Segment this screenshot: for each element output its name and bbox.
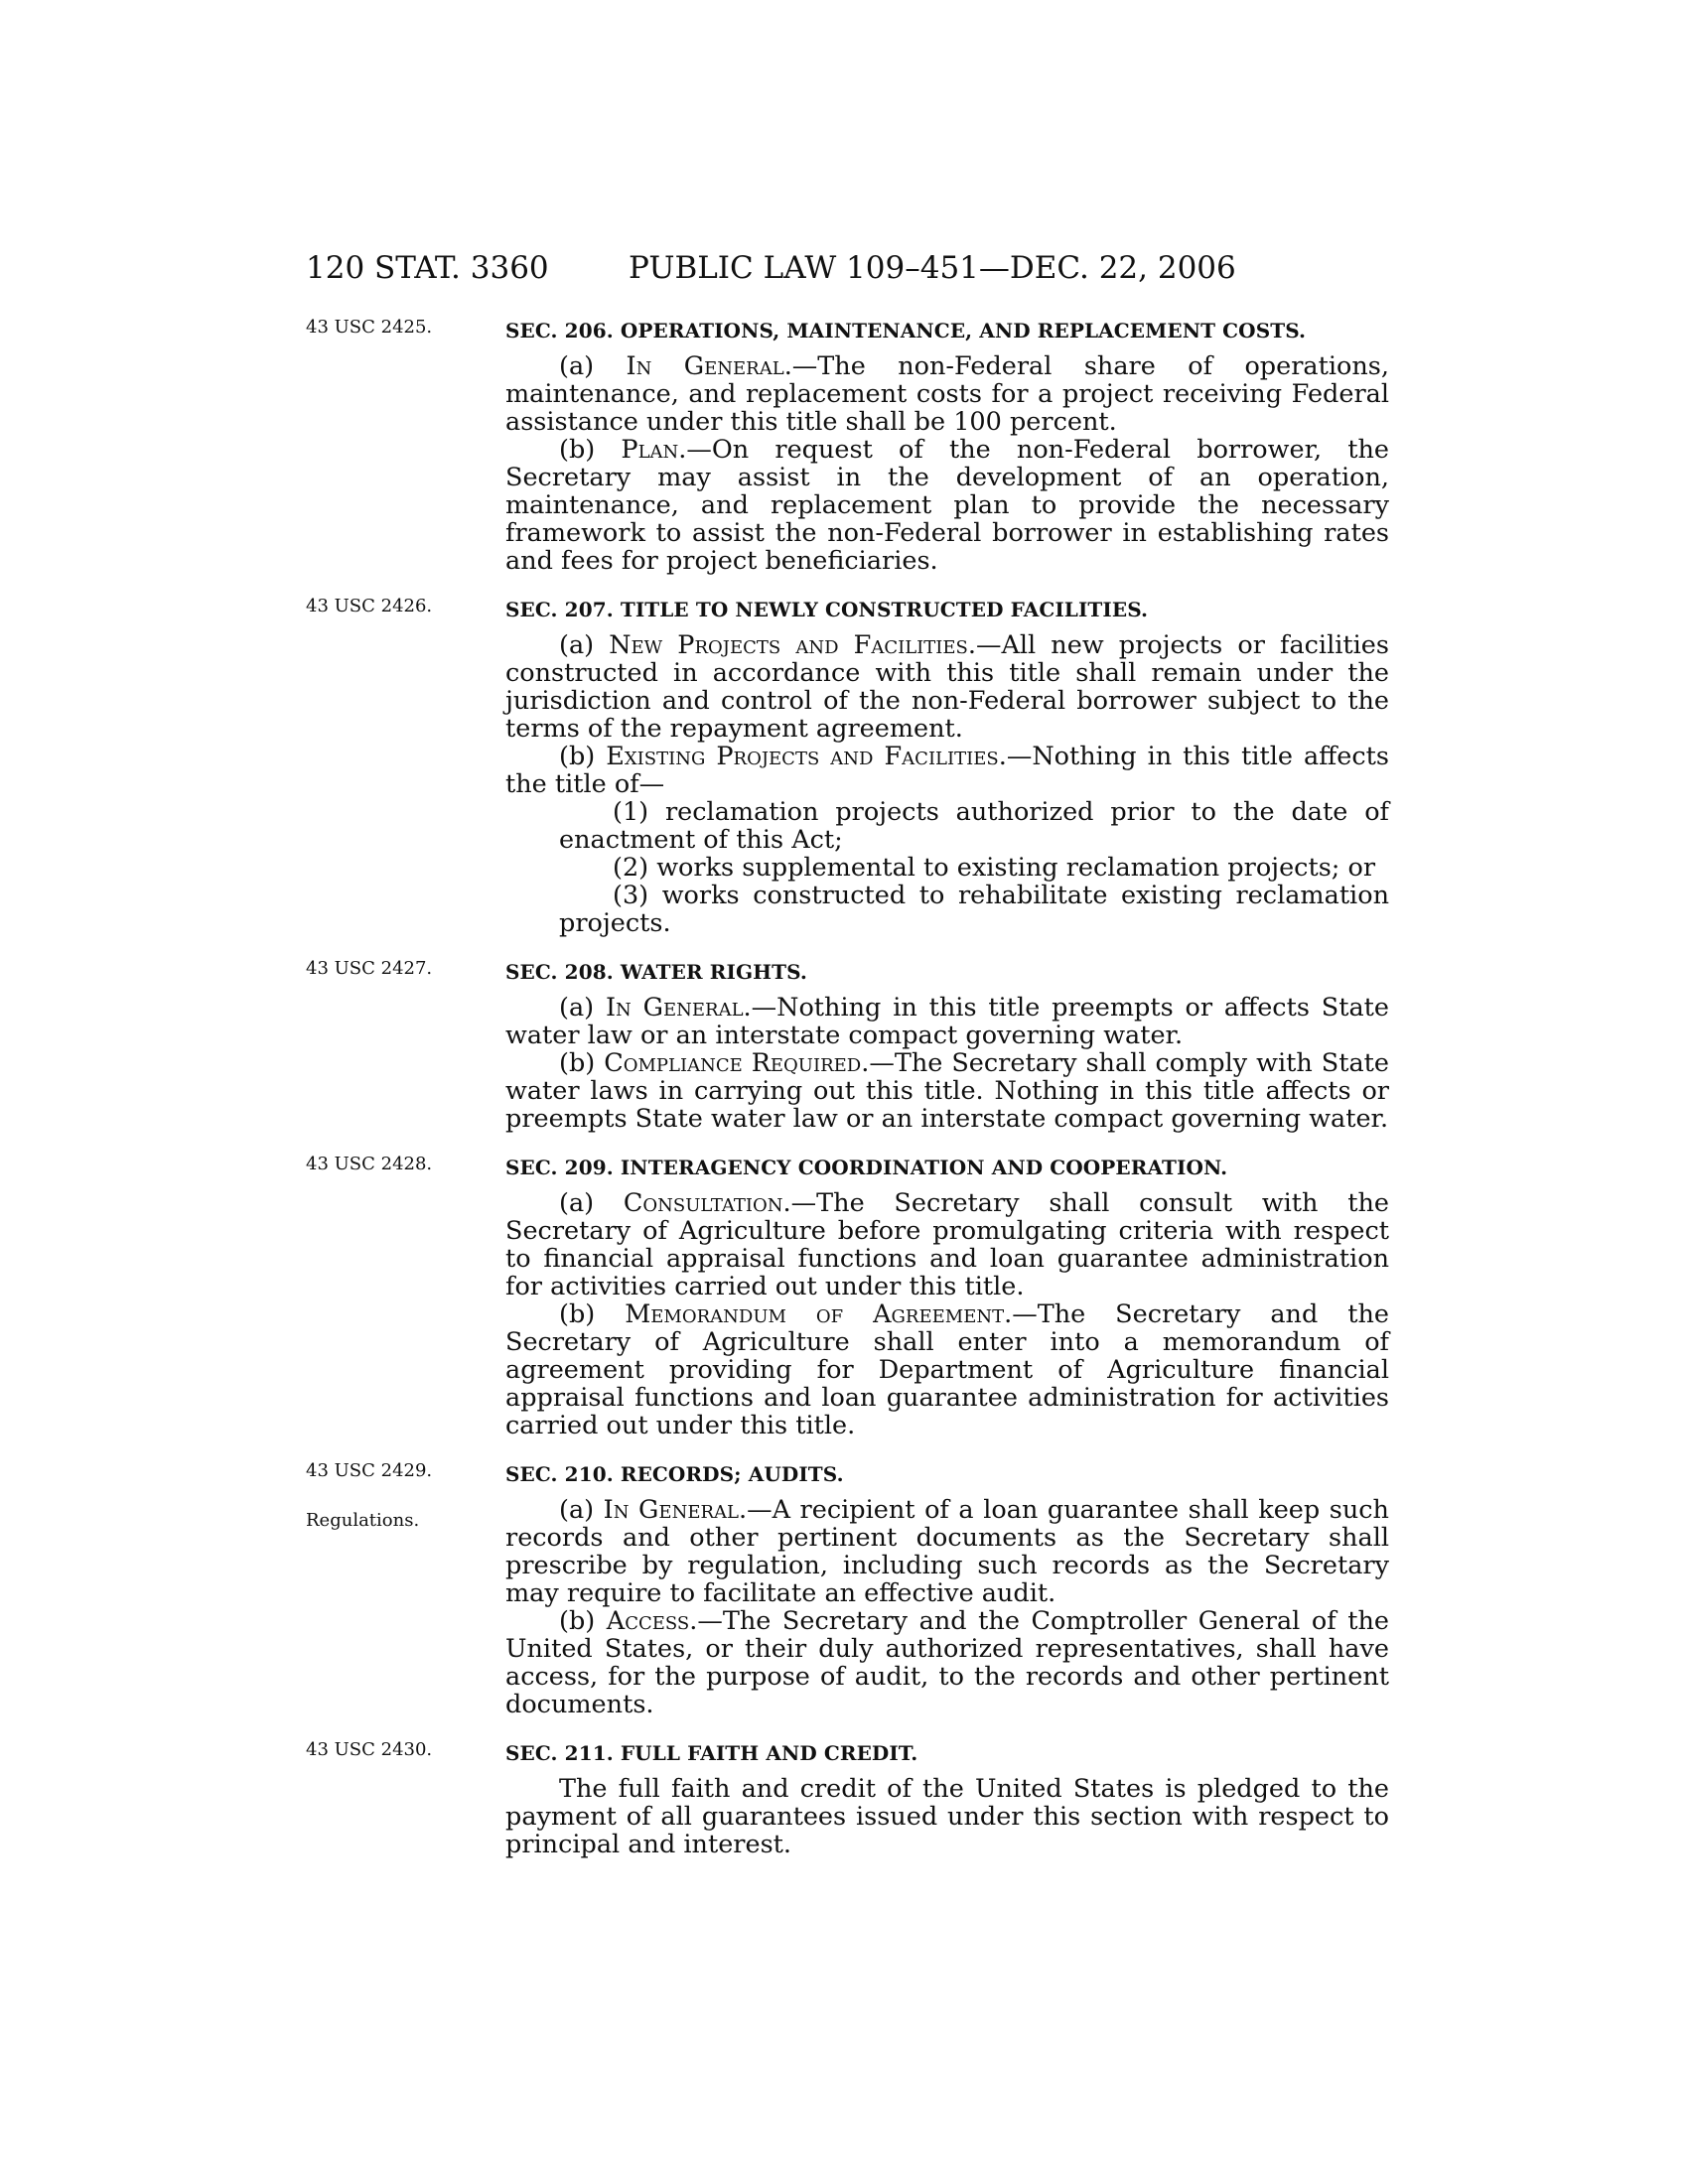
subsection-a: (a) Consultation.—The Secretary shall consult with the Secretary of Agriculture before promulgating criteria with respect to financial appraisal functions and loan guarantee administration for activities carried out under this title. (505, 1188, 1389, 1301)
section-heading: SEC. 209. INTERAGENCY COORDINATION AND COOPERATION. (505, 1156, 1228, 1179)
subsection-b: (b) Compliance Required.—The Secretary shall comply with State water laws in carrying out this title. Nothing in this title affects or preempts State water law or an interstate compact governing water. (505, 1048, 1390, 1134)
document-body (0, 316, 1688, 1878)
stat-reference: 120 STAT. 3360 (306, 250, 549, 286)
subsection-title: Consultation (623, 1188, 783, 1218)
subsection-title: Access (606, 1606, 690, 1636)
subsection-title: New Projects and Facilities (609, 630, 968, 660)
usc-citation: 43 USC 2428. (306, 1154, 433, 1174)
subsection-title: Existing Projects and Facilities (606, 742, 999, 771)
usc-citation: 43 USC 2427. (306, 958, 433, 979)
section-207 (0, 595, 1688, 937)
section-heading: SEC. 211. FULL FAITH AND CREDIT. (505, 1741, 918, 1765)
section-208 (0, 957, 1688, 1133)
list-item: (3) works constructed to rehabilitate existing reclamation projects. (559, 881, 1389, 938)
section-heading: SEC. 208. WATER RIGHTS. (505, 960, 807, 984)
usc-citation: 43 USC 2430. (306, 1739, 433, 1760)
section-text: The full faith and credit of the United States is pledged to the payment of all guarantees issued under this section with respect to principal and interest. (505, 1774, 1389, 1859)
section-heading: SEC. 206. OPERATIONS, MAINTENANCE, AND REPLACEMENT COSTS. (505, 319, 1307, 342)
usc-citation: 43 USC 2426. (306, 596, 433, 616)
subsection-title: In General (603, 1495, 739, 1525)
subsection-b: (b) Existing Projects and Facilities.—Nothing in this title affects the title of— (505, 742, 1389, 799)
subsection-title: In General (605, 993, 744, 1023)
list-item: (1) reclamation projects authorized prior to the date of enactment of this Act; (559, 797, 1389, 855)
subsection-a: (a) In General.—Nothing in this title preempts or affects State water law or an interstate compact governing water. (505, 993, 1389, 1050)
subsection-title: Memorandum of Agreement (625, 1299, 1005, 1329)
subsection-title: Compliance Required (604, 1048, 862, 1078)
subsection-b: (b) Plan.—On request of the non-Federal borrower, the Secretary may assist in the development of an operation, maintenance, and replacement plan to provide the necessary framework to assist the non-Federal borrower in establishing rates and fees for project beneficiaries. (505, 435, 1390, 576)
subsection-title: Plan (621, 435, 679, 465)
usc-citation: 43 USC 2425. (306, 317, 433, 338)
subsection-a: (a) In General.—A recipient of a loan guarantee shall keep such records and other pertinent documents as the Secretary shall prescribe by regulation, including such records as the Secretary may require to facilitate an effective audit. (505, 1495, 1389, 1608)
section-211 (0, 1738, 1688, 1858)
subsection-b: (b) Access.—The Secretary and the Comptroller General of the United States, or their duly authorized representatives, shall have access, for the purpose of audit, to the records and other pertinent documents. (505, 1606, 1389, 1719)
regulations-note: Regulations. (306, 1510, 420, 1531)
law-title: PUBLIC LAW 109–451—DEC. 22, 2006 (629, 250, 1236, 286)
usc-citation: 43 USC 2429. (306, 1460, 433, 1481)
subsection-title: In General (626, 351, 784, 381)
subsection-b: (b) Memorandum of Agreement.—The Secretary and the Secretary of Agriculture shall enter into a memorandum of agreement providing for Department of Agriculture financial appraisal functions and loan guarantee administration for activities carried out under this title. (505, 1299, 1389, 1440)
section-209 (0, 1153, 1688, 1439)
page-header (306, 248, 1390, 288)
list-item: (2) works supplemental to existing reclamation projects; or (613, 853, 1376, 883)
section-heading: SEC. 207. TITLE TO NEWLY CONSTRUCTED FACILITIES. (505, 598, 1149, 621)
section-210 (0, 1459, 1688, 1718)
section-206 (0, 316, 1688, 575)
section-heading: SEC. 210. RECORDS; AUDITS. (505, 1462, 844, 1486)
subsection-a: (a) In General.—The non-Federal share of operations, maintenance, and replacement costs for a project receiving Federal assistance under this title shall be 100 percent. (505, 351, 1389, 437)
subsection-a: (a) New Projects and Facilities.—All new projects or facilities constructed in accordance with this title shall remain under the jurisdiction and control of the non-Federal borrower subject to the terms of the repayment agreement. (505, 630, 1389, 744)
